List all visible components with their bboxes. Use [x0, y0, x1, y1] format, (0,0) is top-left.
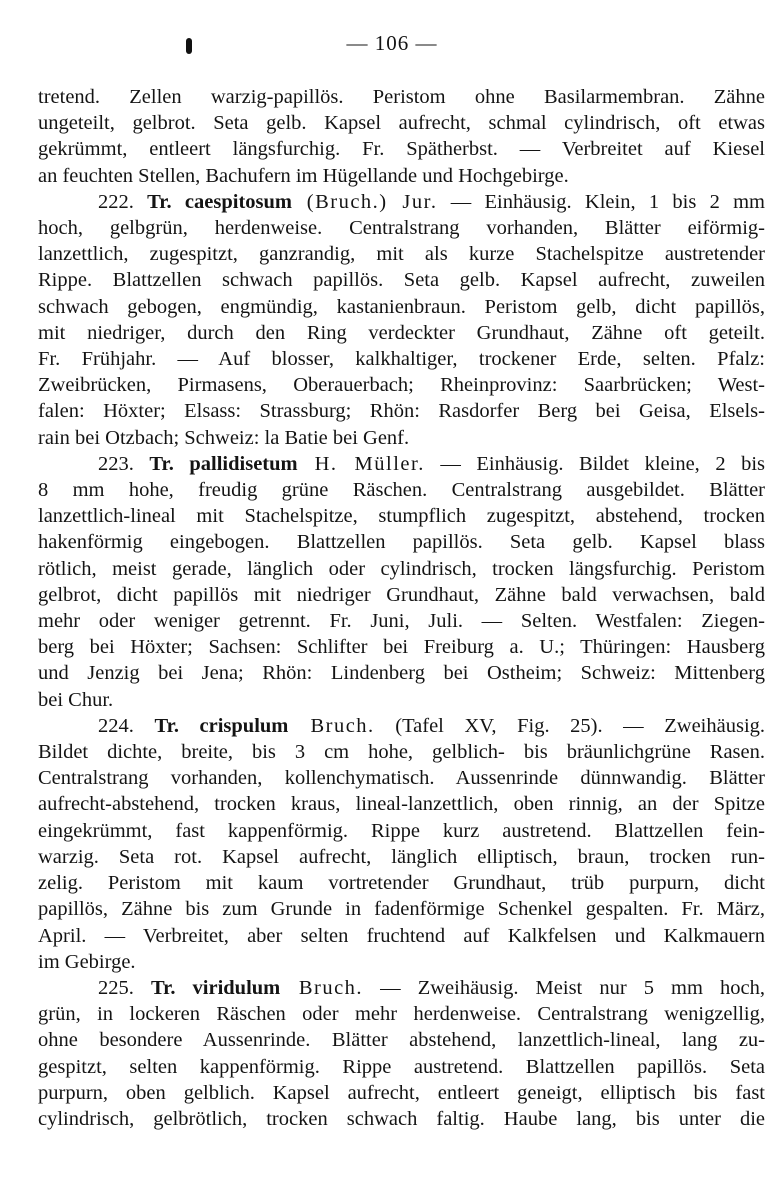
text-segment: 223.: [98, 452, 150, 475]
text-segment: und Jenzig bei Jena; Rhön: Lindenberg bei Ostheim; Schweiz: Mittenberg: [38, 662, 765, 685]
text-line: [38, 1027, 765, 1053]
text-line: [38, 294, 765, 320]
text-segment: mehr oder weniger getrennt. Fr. Juni, Juli. — Selten. Westfalen: Ziegen-: [38, 610, 765, 633]
text-line: [38, 660, 765, 686]
text-line: [38, 84, 765, 110]
text-line: [38, 241, 765, 267]
text-segment: grün, in lockeren Räschen oder mehr herdenweise. Centralstrang wenigzellig,: [38, 1003, 765, 1026]
text-segment: (Tafel XV, Fig. 25). — Zweihäusig.: [374, 714, 766, 737]
text-line: [38, 975, 765, 1001]
text-segment: schwach gebogen, engmündig, kastanienbraun. Peristom gelb, dicht papillös,: [38, 295, 765, 318]
text-line: [38, 765, 765, 791]
text-line: [38, 1001, 765, 1027]
text-segment: ohne besondere Aussenrinde. Blätter abstehend, lanzettlich-lineal, lang zu-: [38, 1029, 765, 1052]
text-line: [38, 136, 765, 162]
text-line: [38, 582, 765, 608]
text-line: [38, 608, 765, 634]
text-line: [38, 791, 765, 817]
text-segment: gespitzt, selten kappenförmig. Rippe austretend. Blattzellen papillös. Seta: [38, 1055, 765, 1078]
text-line: [38, 949, 765, 975]
text-segment: im Gebirge.: [38, 950, 136, 973]
text-line: [38, 372, 765, 398]
text-segment: tretend. Zellen warzig-papillös. Peristom ohne Basilarmembran. Zähne: [38, 86, 765, 108]
page-number: — 106 —: [346, 31, 438, 55]
text-segment: — Einhäusig. Bildet kleine, 2 bis: [424, 452, 765, 475]
text-line: [38, 425, 765, 451]
text-segment: lanzettlich, zugespitzt, ganzrandig, mit als kurze Stachelspitze austretender: [38, 243, 765, 266]
text-segment: Bildet dichte, breite, bis 3 cm hohe, gelblich- bis bräunlichgrüne Rasen.: [38, 741, 765, 764]
text-line: [38, 189, 765, 215]
text-segment: rain bei Otzbach; Schweiz: la Batie bei Genf.: [38, 426, 410, 449]
text-segment: Centralstrang vorhanden, kollenchymatisch. Aussenrinde dünnwandig. Blätter: [38, 767, 765, 790]
text-segment: purpurn, oben gelblich. Kapsel aufrecht, entleert geneigt, elliptisch bis fast: [38, 1081, 765, 1104]
author-citation: Bruch.: [288, 714, 375, 737]
text-segment: hakenförmig eingebogen. Blattzellen papillös. Seta gelb. Kapsel blass: [38, 531, 765, 554]
text-segment: bei Chur.: [38, 688, 114, 711]
text-segment: warzig. Seta rot. Kapsel aufrecht, länglich elliptisch, braun, trocken run-: [38, 845, 765, 868]
text-segment: berg bei Höxter; Sachsen: Schlifter bei Freiburg a. U.; Thüringen: Hausberg: [38, 636, 765, 659]
text-segment: ungeteilt, gelbrot. Seta gelb. Kapsel aufrecht, schmal cylindrisch, oft etwas: [38, 112, 765, 135]
text-segment: — Zweihäusig. Meist nur 5 mm hoch,: [363, 976, 766, 999]
text-line: [38, 687, 765, 713]
species-name: Tr. crispulum: [154, 714, 289, 737]
text-segment: rötlich, meist gerade, länglich oder cylindrisch, trocken längsfurchig. Peristom: [38, 557, 765, 580]
text-segment: cylindrisch, gelbrötlich, trocken schwach faltig. Haube lang, bis unter die: [38, 1107, 765, 1130]
text-segment: hoch, gelbgrün, herdenweise. Centralstrang vorhanden, Blätter eiförmig-: [38, 217, 765, 240]
text-line: [38, 818, 765, 844]
text-segment: lanzettlich-lineal mit Stachelspitze, stumpflich zugespitzt, abstehend, trocken: [38, 505, 765, 528]
text-segment: gelbrot, dicht papillös mit niedriger Grundhaut, Zähne bald verwachsen, bald: [38, 583, 765, 606]
species-name: Tr. viridulum: [150, 976, 281, 999]
body-text: [38, 84, 765, 1132]
text-segment: 225.: [98, 976, 151, 999]
text-segment: an feuchten Stellen, Bachufern im Hügellande und Hochgebirge.: [38, 164, 569, 187]
author-citation: (Bruch.) Jur.: [291, 190, 438, 213]
text-line: [38, 346, 765, 372]
text-line: [38, 739, 765, 765]
text-line: [38, 503, 765, 529]
text-segment: 224.: [98, 714, 155, 737]
text-segment: Zweibrücken, Pirmasens, Oberauerbach; Rheinprovinz: Saarbrücken; West-: [38, 374, 765, 397]
text-segment: gekrümmt, entleert längsfurchig. Fr. Spätherbst. — Verbreitet auf Kiesel: [38, 138, 765, 161]
author-citation: H. Müller.: [297, 452, 425, 475]
species-name: Tr. caespitosum: [147, 190, 292, 213]
species-name: Tr. pallidisetum: [149, 452, 298, 475]
text-segment: 8 mm hohe, freudig grüne Räschen. Centralstrang ausgebildet. Blätter: [38, 479, 765, 502]
text-segment: eingekrümmt, fast kappenförmig. Rippe kurz austretend. Blattzellen fein-: [38, 819, 765, 842]
text-line: [38, 870, 765, 896]
author-citation: Bruch.: [280, 976, 364, 999]
text-segment: Fr. Frühjahr. — Auf blosser, kalkhaltiger, trockener Erde, selten. Pfalz:: [38, 348, 765, 371]
text-line: [38, 477, 765, 503]
text-line: [38, 529, 765, 555]
text-line: [38, 1106, 765, 1132]
text-segment: Rippe. Blattzellen schwach papillös. Seta gelb. Kapsel aufrecht, zuweilen: [38, 269, 765, 292]
text-line: [38, 896, 765, 922]
text-line: [38, 398, 765, 424]
text-line: [38, 634, 765, 660]
text-segment: 222.: [98, 190, 148, 213]
text-line: [38, 923, 765, 949]
text-line: [38, 844, 765, 870]
text-line: [38, 1054, 765, 1080]
text-segment: zelig. Peristom mit kaum vortretender Grundhaut, trüb purpurn, dicht: [38, 872, 765, 895]
text-segment: — Einhäusig. Klein, 1 bis 2 mm: [437, 190, 765, 213]
text-segment: mit niedriger, durch den Ring verdeckter Grundhaut, Zähne oft geteilt.: [38, 321, 765, 344]
text-line: [38, 1080, 765, 1106]
text-line: [38, 163, 765, 189]
text-line: [38, 110, 765, 136]
text-segment: papillös, Zähne bis zum Grunde in fadenförmige Schenkel gespalten. Fr. März,: [38, 898, 765, 921]
text-segment: falen: Höxter; Elsass: Strassburg; Rhön: Rasdorfer Berg bei Geisa, Elsels-: [38, 400, 765, 423]
text-line: [38, 320, 765, 346]
text-segment: aufrecht-abstehend, trocken kraus, lineal-lanzettlich, oben rinnig, an der Spitze: [38, 793, 765, 816]
text-line: [38, 713, 765, 739]
text-line: [38, 556, 765, 582]
text-line: [38, 451, 765, 477]
text-line: [38, 215, 765, 241]
text-segment: April. — Verbreitet, aber selten fruchtend auf Kalkfelsen und Kalkmauern: [38, 924, 765, 947]
text-line: [38, 267, 765, 293]
